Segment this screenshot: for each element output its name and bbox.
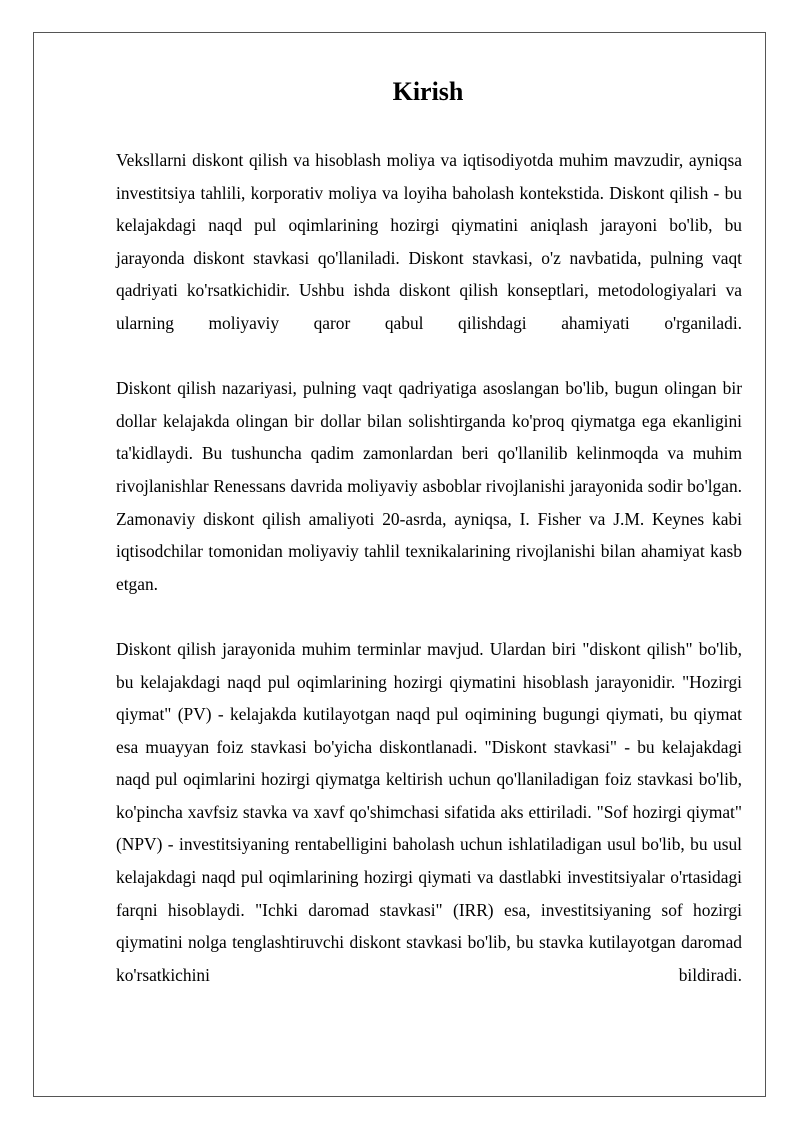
- paragraph-1: Veksllarni diskont qilish va hisoblash moliya va iqtisodiyotda muhim mavzudir, ayniqsa investitsiya tahlili, korporativ moliya va loyiha baholash kontekstida. Diskont qilish - bu kelajakdagi naqd pul oqimlarining hozirgi qiymatini aniqlash jarayoni bo'lib, bu jarayonda diskont stavkasi qo'llaniladi. Diskont stavkasi, o'z navbatida, pulning vaqt qadriyati ko'rsatkichidir. Ushbu ishda diskont qilish konseptlari, metodologiyalari va ularning moliyaviy qaror qabul qilishdagi ahamiyati o'rganiladi.: [116, 150, 742, 333]
- paragraph-2: Diskont qilish nazariyasi, pulning vaqt qadriyatiga asoslangan bo'lib, bugun olingan bir dollar kelajakda olingan bir dollar bilan solishtirganda ko'proq qiymatga ega ekanligini ta'kidlaydi. Bu tushuncha qadim zamonlardan beri qo'llanilib kelinmoqda va muhim rivojlanishlar Renessans davrida moliyaviy asboblar rivojlanishi jarayonida sodir bo'lgan. Zamonaviy diskont qilish amaliyoti 20-asrda, ayniqsa, I. Fisher va J.M. Keynes kabi iqtisodchilar tomonidan moliyaviy tahlil texnikalarining rivojlanishi bilan ahamiyat kasb etgan.: [116, 378, 742, 594]
- paragraph-3: Diskont qilish jarayonida muhim terminlar mavjud. Ulardan biri "diskont qilish" bo'lib, bu kelajakdagi naqd pul oqimlarining hozirgi qiymatini hisoblash jarayonidir. "Hozirgi qiymat" (PV) - kelajakda kutilayotgan naqd pul oqimining bugungi qiymati, bu qiymat esa muayyan foiz stavkasi bo'yicha diskontlanadi. "Diskont stavkasi" - bu kelajakdagi naqd pul oqimlarini hozirgi qiymatga keltirish uchun qo'llaniladigan foiz stavkasi bo'lib, ko'pincha xavfsiz stavka va xavf qo'shimchasi sifatida aks ettiriladi. "Sof hozirgi qiymat" (NPV) - investitsiyaning rentabelligini baholash uchun ishlatiladigan usul bo'lib, bu usul kelajakdagi naqd pul oqimlarining hozirgi qiymati va dastlabki investitsiyalar o'rtasidagi farqni hisoblaydi. "Ichki daromad stavkasi" (IRR) esa, investitsiyaning sof hozirgi qiymatini nolga tenglashtiruvchi diskont stavkasi bo'lib, bu stavka kutilayotgan daromad ko'rsatkichini bildiradi.: [116, 638, 742, 985]
- paragraph-gap: [116, 600, 742, 633]
- page-title: Kirish: [392, 77, 464, 106]
- paragraph-gap: [116, 340, 742, 373]
- document-body: [116, 144, 742, 991]
